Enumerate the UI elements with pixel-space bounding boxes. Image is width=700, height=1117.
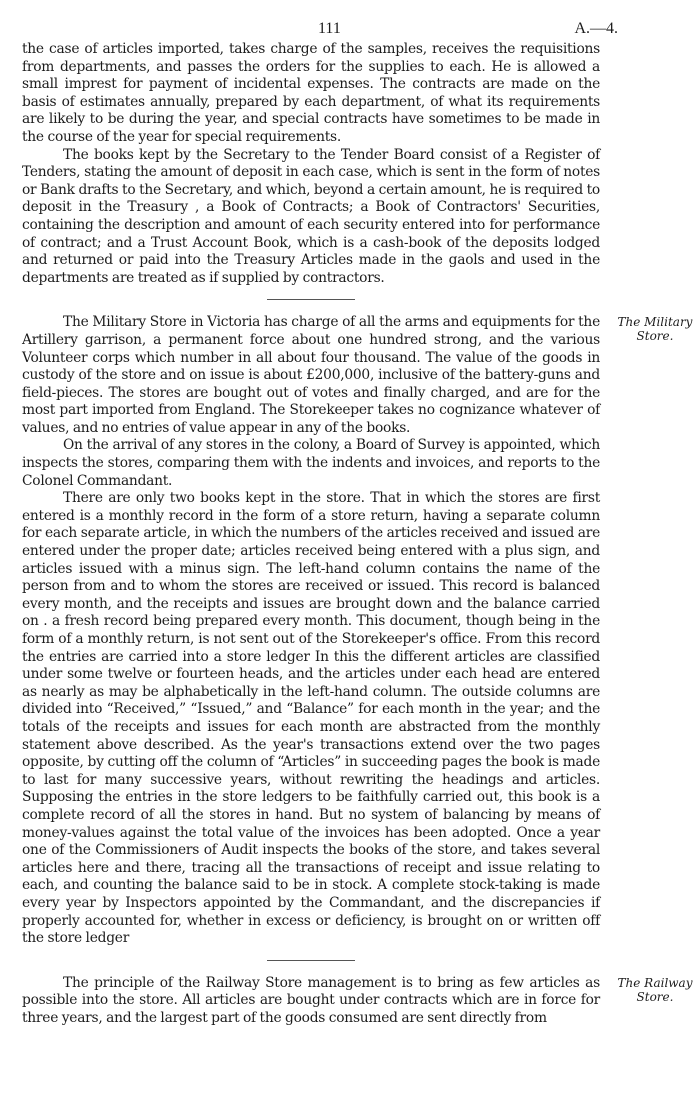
section-divider bbox=[267, 960, 355, 961]
side-note-military-store: The Military Store. bbox=[617, 315, 693, 344]
side-note-railway-store: The Railway Store. bbox=[617, 975, 693, 1004]
document-reference: A.—4. bbox=[574, 20, 618, 37]
section-divider bbox=[267, 299, 355, 300]
paragraph-military-store-intro: The Military Store in Victoria has charge of all the arms and equipments for the Artillery garrison, a permanent force about one hundred strong, and the various Volunteer corps which number in all about four thousand. The value of the goods in custody of the store and on issue is about £200,000, inclusive of the battery-guns and field-pieces. The stores are bought out of votes and finally charged, and are for the most part imported from England. The Storekeeper takes no cognizance whatever of values, and no entries of value appear in any of the books. bbox=[22, 314, 600, 436]
page-number: 111 bbox=[318, 20, 341, 37]
page-body bbox=[22, 41, 693, 1027]
paragraph-railway-store-intro: The principle of the Railway Store management is to bring as few articles as possible into the store. All articles are bought under contracts which are in force for three years, and the largest part of the goods consumed are sent directly from bbox=[22, 974, 600, 1026]
paragraph-tender-board-books: The books kept by the Secretary to the Tender Board consist of a Register of Tenders, stating the amount of deposit in each case, which is sent in the form of notes or Bank drafts to the Secretary, and which, beyond a certain amount, he is required to deposit in the Treasury , a Book of Contracts; a Book of Contractors' Securities, containing the description and amount of each security entered into for performance of contract; and a Trust Account Book, which is a cash-book of the deposits lodged and returned or paid into the Treasury Articles made in the gaols and used in the departments are treated as if supplied by contractors. bbox=[22, 146, 600, 286]
section-military-store bbox=[22, 314, 693, 947]
paragraph-board-of-survey: On the arrival of any stores in the colony, a Board of Survey is appointed, which inspects the stores, comparing them with the indents and invoices, and reports to the Colonel Commandant. bbox=[22, 437, 600, 489]
paragraph-store-books: There are only two books kept in the store. That in which the stores are first entered is a monthly record in the form of a store return, having a separate column for each separate article, in which the numbers of the articles received and issued are entered under the proper date; articles received being entered with a plus sign, and articles issued with a minus sign. The left-hand column contains the name of the person from and to whom the stores are received or issued. This record is balanced every month, and the receipts and issues are brought down and the balance carried on . a fresh record being prepared every month. This document, though being in the form of a monthly return, is not sent out of the Storekeeper's office. From this record the entries are carried into a store ledger In this the different articles are classified under some twelve or fourteen heads, and the articles under each head are entered as nearly as may be alphabetically in the left-hand column. The outside columns are divided into “Received,” “Issued,” and “Balance” for each month in the year; and the totals of the receipts and issues for each month are abstracted from the monthly statement above described. As the year's transactions extend over the two pages opposite, by cutting off the column of “Articles” in succeeding pages the book is made to last for many successive years, without rewriting the headings and articles. Supposing the entries in the store ledgers to be faithfully carried out, this book is a complete record of all the stores in hand. But no system of balancing by means of money-values against the total value of the invoices has been adopted. Once a year one of the Commissioners of Audit inspects the books of the store, and takes several articles here and there, tracing all the transactions of receipt and issue relating to each, and counting the balance said to be in stock. A complete stock-taking is made every year by Inspectors appointed by the Commandant, and the discrepancies if properly accounted for, whether in excess or deficiency, is brought on or written off the store ledger bbox=[22, 490, 600, 947]
paragraph-continued: the case of articles imported, takes charge of the samples, receives the requisitions from departments, and passes the orders for the supplies to each. He is allowed a small imprest for payment of incidental expenses. The contracts are made on the basis of estimates annually, prepared by each department, of what its requirements are likely to be during the year, and special contracts have sometimes to be made in the course of the year for special requirements. bbox=[22, 41, 600, 145]
section-railway-store bbox=[22, 974, 693, 1028]
